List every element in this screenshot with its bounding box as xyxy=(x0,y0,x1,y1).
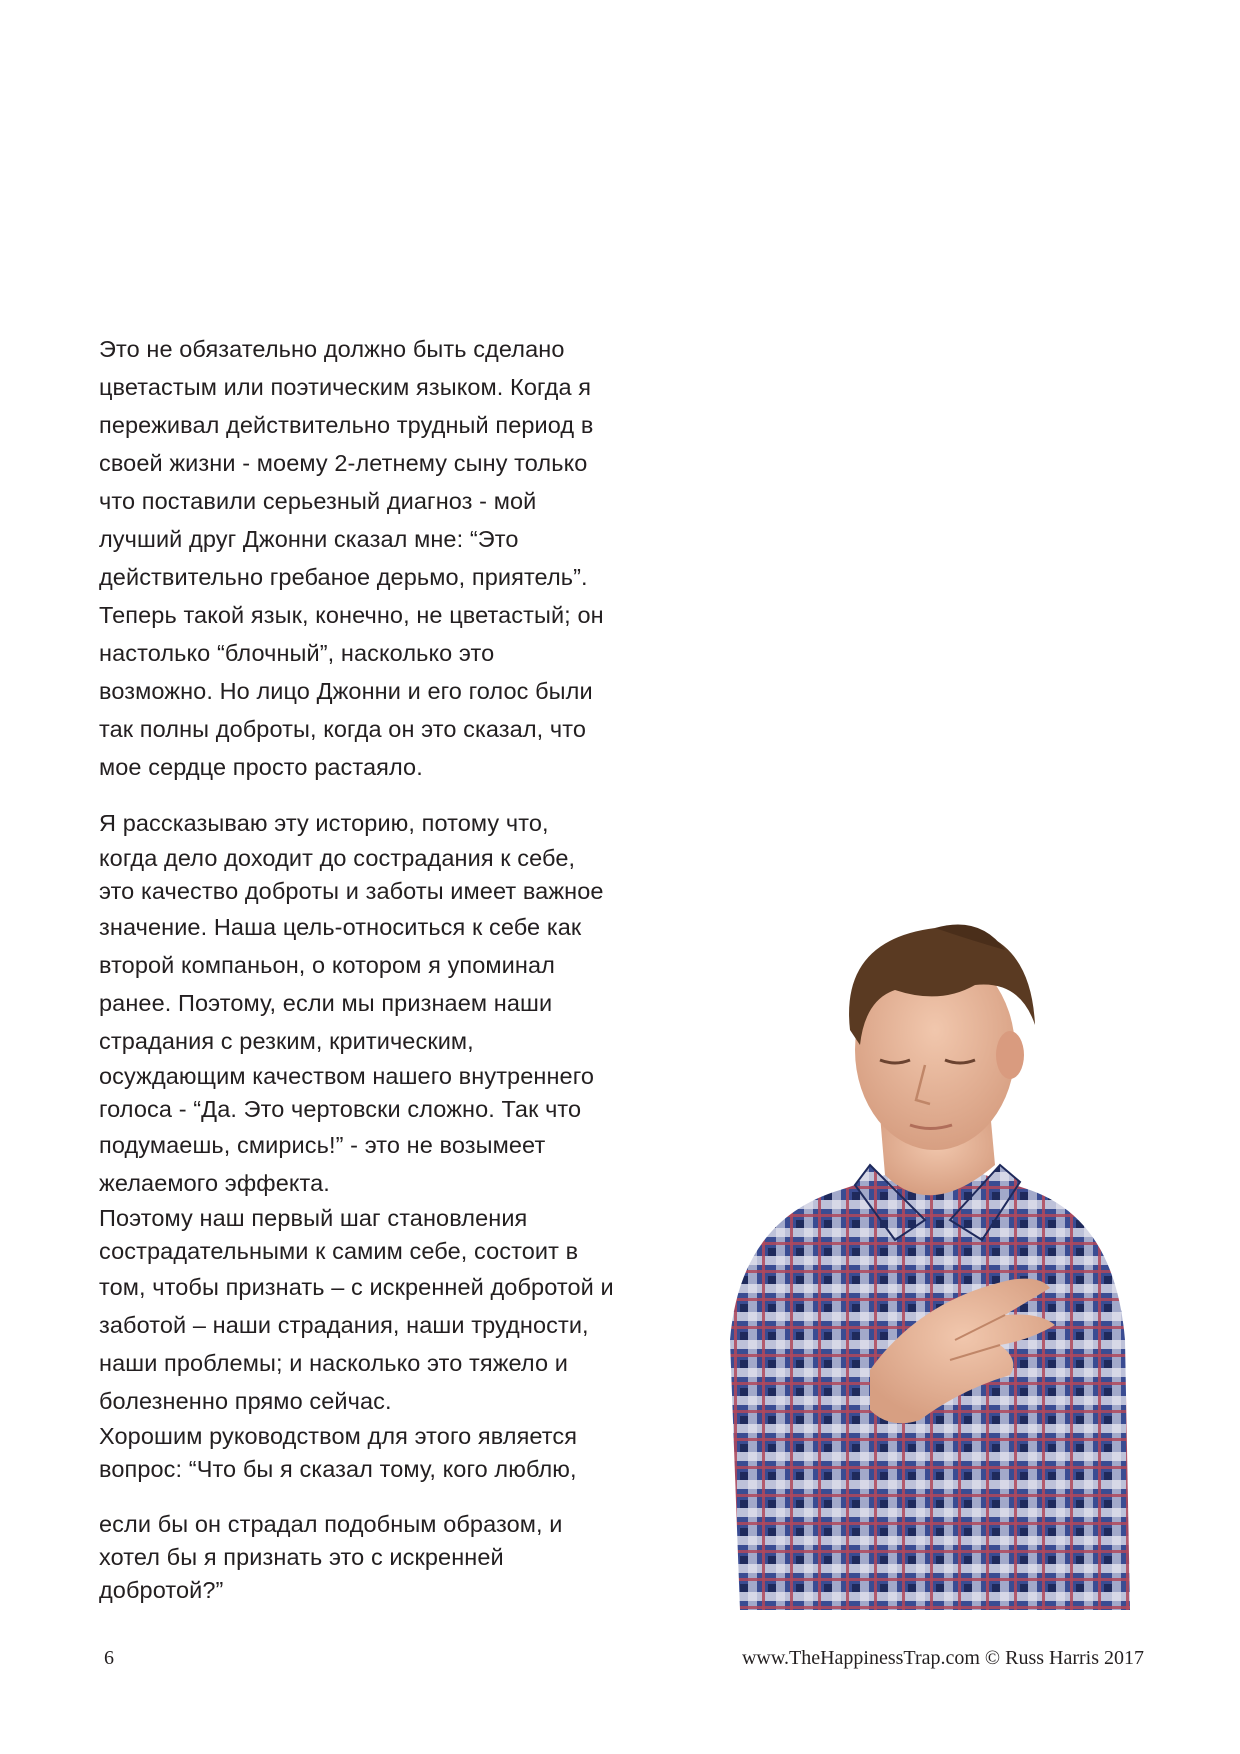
text-line: настолько “блочный”, насколько это xyxy=(99,640,495,666)
text-line: подумаешь, смирись!” - это не возымеет xyxy=(99,1132,546,1158)
text-line: действительно гребаное дерьмо, приятель”. xyxy=(99,564,588,590)
text-line: так полны доброты, когда он это сказал, что xyxy=(99,716,587,742)
text-line: добротой?” xyxy=(99,1577,224,1603)
text-line: переживал действительно трудный период в xyxy=(99,412,594,438)
text-line: наши проблемы; и насколько это тяжело и xyxy=(99,1350,569,1376)
text-line: Теперь такой язык, конечно, не цветастый; он xyxy=(99,602,604,628)
paragraph-4 xyxy=(99,1420,669,1486)
text-line: сострадательными к самим себе, состоит в xyxy=(99,1238,579,1264)
text-line: что поставили серьезный диагноз - мой xyxy=(99,488,537,514)
text-line: том, чтобы признать – с искренней добротой и xyxy=(99,1274,614,1300)
text-line: это качество доброты и заботы имеет важное xyxy=(99,878,604,904)
text-line: вопрос: “Что бы я сказал тому, кого люблю, xyxy=(99,1456,577,1482)
footer-copyright: www.TheHappinessTrap.com © Russ Harris 2017 xyxy=(741,1647,1144,1669)
text-line: значение. Наша цель-относиться к себе как xyxy=(99,914,582,940)
text-line: желаемого эффекта. xyxy=(99,1170,330,1196)
text-line: Поэтому наш первый шаг становления xyxy=(99,1205,528,1231)
text-line: Я рассказываю эту историю, потому что, xyxy=(99,810,549,836)
text-line: страдания с резким, критическим, xyxy=(99,1028,474,1054)
text-line: голоса - “Да. Это чертовски сложно. Так что xyxy=(99,1096,582,1122)
man-hand-on-chest-photo xyxy=(720,920,1140,1610)
text-line: цветастым или поэтическим языком. Когда я xyxy=(99,374,592,400)
text-line: мое сердце просто растаяло. xyxy=(99,754,423,780)
paragraph-1 xyxy=(99,330,669,786)
text-line: осуждающим качеством нашего внутреннего xyxy=(99,1063,595,1089)
text-line: ранее. Поэтому, если мы признаем наши xyxy=(99,990,553,1016)
text-line: если бы он страдал подобным образом, и xyxy=(99,1511,563,1537)
text-line: лучший друг Джонни сказал мне: “Это xyxy=(99,526,519,552)
text-line: второй компаньон, о котором я упоминал xyxy=(99,952,555,978)
text-line: заботой – наши страдания, наши трудности, xyxy=(99,1312,589,1338)
paragraph-3 xyxy=(99,1202,669,1420)
text-line: болезненно прямо сейчас. xyxy=(99,1388,392,1414)
photo-illustration xyxy=(720,920,1140,1610)
text-line: хотел бы я признать это с искренней xyxy=(99,1544,504,1570)
text-line: своей жизни - моему 2-летнему сыну только xyxy=(99,450,588,476)
page-number: 6 xyxy=(104,1647,114,1669)
text-line: возможно. Но лицо Джонни и его голос были xyxy=(99,678,593,704)
body-text xyxy=(99,330,669,1607)
text-line: когда дело доходит до сострадания к себе, xyxy=(99,845,576,871)
paragraph-2 xyxy=(99,804,669,1202)
text-line: Хорошим руководством для этого является xyxy=(99,1423,578,1449)
paragraph-5 xyxy=(99,1508,669,1607)
text-line: Это не обязательно должно быть сделано xyxy=(99,336,565,362)
